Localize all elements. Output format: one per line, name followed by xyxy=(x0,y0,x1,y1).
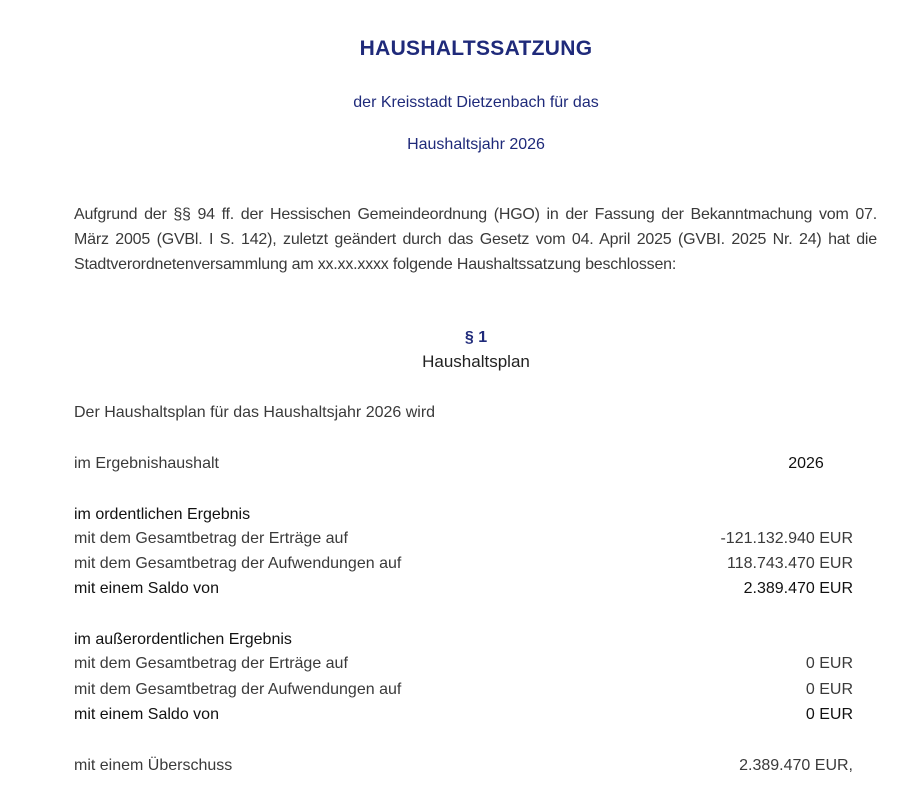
document-title: HAUSHALTSSATZUNG xyxy=(359,37,593,60)
table-row xyxy=(74,680,853,700)
row-amount: 2.389.470 EUR xyxy=(743,580,853,597)
ausserordentlich-heading-row xyxy=(74,630,853,650)
section-heading: Haushaltsplan xyxy=(422,352,530,371)
ueberschuss-row xyxy=(74,756,853,776)
document-subtitle: der Kreisstadt Dietzenbach für das xyxy=(353,94,599,111)
row-amount: 118.743.470 EUR xyxy=(726,555,853,572)
row-amount: 0 EUR xyxy=(805,681,853,698)
table-row-saldo xyxy=(74,579,853,599)
row-label: mit einem Saldo von xyxy=(74,706,219,723)
ergebnishaushalt-label-row xyxy=(74,454,853,474)
row-amount: 0 EUR xyxy=(805,706,853,723)
section-intro xyxy=(74,403,853,423)
row-amount: 2.389.470 EUR, xyxy=(739,757,853,774)
table-row xyxy=(74,529,853,549)
table-row-saldo xyxy=(74,705,853,725)
intro-text: Der Haushaltsplan für das Haushaltsjahr 2026 wird xyxy=(74,404,436,421)
row-label: mit dem Gesamtbetrag der Aufwendungen auf xyxy=(74,681,402,698)
table-row xyxy=(74,554,853,574)
ausserordentlich-heading: im außerordentlichen Ergebnis xyxy=(74,631,292,648)
row-amount: 0 EUR xyxy=(805,655,853,672)
fiscal-year-subtitle: Haushaltsjahr 2026 xyxy=(407,136,545,153)
section-number: § 1 xyxy=(464,329,488,346)
table-row xyxy=(74,654,853,674)
row-amount: -121.132.940 EUR xyxy=(720,530,853,547)
row-label: mit dem Gesamtbetrag der Aufwendungen auf xyxy=(74,555,402,572)
year-column-header: 2026 xyxy=(788,455,824,472)
row-label: mit einem Überschuss xyxy=(74,757,233,774)
ergebnishaushalt-label: im Ergebnishaushalt xyxy=(74,455,219,472)
row-label: mit einem Saldo von xyxy=(74,580,219,597)
row-label: mit dem Gesamtbetrag der Erträge auf xyxy=(74,655,348,672)
ordentlich-heading-row xyxy=(74,505,853,525)
preamble-paragraph: Aufgrund der §§ 94 ff. der Hessischen Gemeindeordnung (HGO) in der Fassung der Bekanntmachung vom 07. März 2005 (GVBl. I S. 142), zuletzt geändert durch das Gesetz vom 04. April 2025 (GVBI. 2025 Nr. 24) hat die Stadtverordnetenversammlung am xx.xx.xxxx folgende Haushaltssatzung beschlossen: xyxy=(74,206,877,273)
row-label: mit dem Gesamtbetrag der Erträge auf xyxy=(74,530,348,547)
ordentlich-heading: im ordentlichen Ergebnis xyxy=(74,506,251,523)
